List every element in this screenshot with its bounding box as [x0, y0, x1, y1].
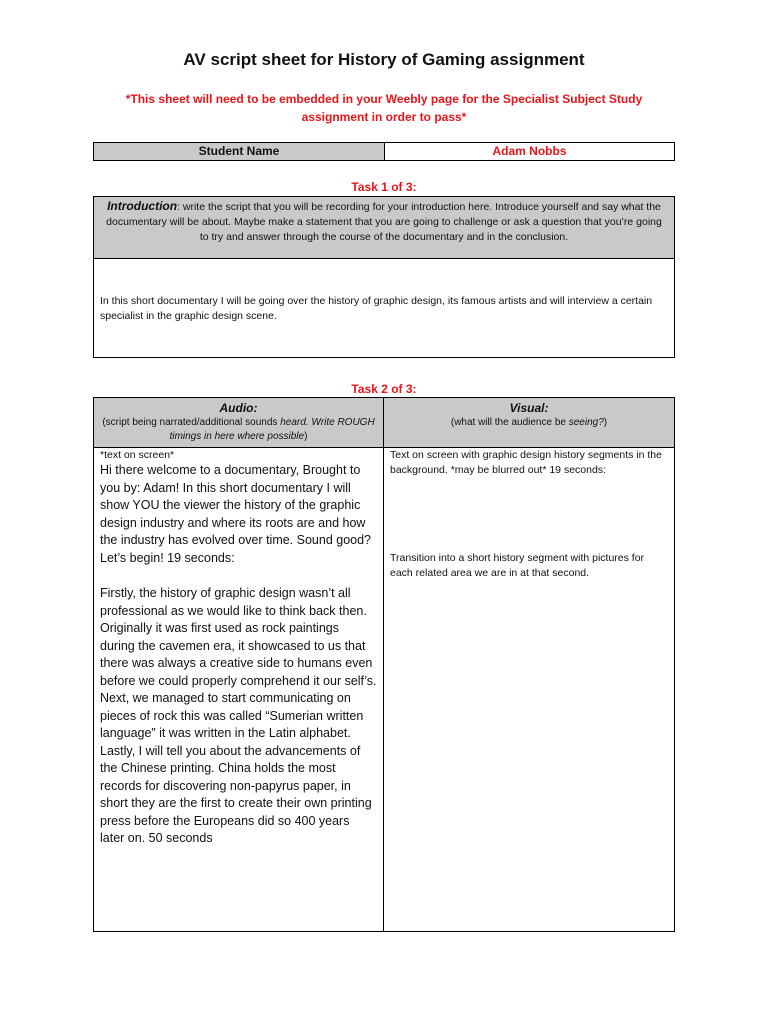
audio-description: (script being narrated/additional sounds heard. Write ROUGH timings in here where possible) [102, 417, 375, 442]
page-title: AV script sheet for History of Gaming assignment [183, 50, 585, 69]
visual-column-header [384, 398, 675, 448]
embed-notice: *This sheet will need to be embedded in your Weebly page for the Specialist Subject Study assignment in order to pass* [125, 92, 643, 124]
audio-note: *text on screen* [100, 449, 175, 461]
student-name-label: Student Name [94, 143, 385, 161]
student-name-table [93, 142, 675, 161]
introduction-instructions: : write the script that you will be recording for your introduction here. Introduce yourself and say what the documentary will be about. Maybe make a statement that you are going to challenge or ask a question that you’re going to try and answer through the course of the documentary and in the conclusion. [106, 201, 662, 243]
visual-script-cell [384, 448, 675, 932]
task1-table [93, 196, 675, 358]
introduction-header [94, 197, 675, 259]
audio-column-header [94, 398, 384, 448]
task2-heading: Task 2 of 3: [351, 382, 417, 396]
audio-title: Audio: [219, 401, 258, 415]
visual-title: Visual: [509, 401, 549, 415]
task2-table [93, 397, 675, 932]
introduction-label: Introduction [107, 199, 178, 213]
audio-paragraph-1: Hi there welcome to a documentary, Brought to you by: Adam! In this short documentary I will show YOU the viewer the history of the graphic design industry and where its roots are and how the industry has evolved over time. Sound good? Let’s begin! 19 seconds: [100, 463, 372, 565]
task1-heading: Task 1 of 3: [351, 180, 417, 194]
audio-paragraph-2: Firstly, the history of graphic design wasn’t all professional as we would like to think back then. Originally it was first used as rock paintings during the cavemen era, it showcased to us that there was always a creative side to humans even before we could properly comprehend it our self’s. Next, we managed to start communicating on pieces of rock this was called “Sumerian written language” it was written in the Latin alphabet. Lastly, I will tell you about the advancements of the Chinese printing. China holds the most records for discovering non-papyrus paper, in short they are the first to create their own printing press before the Europeans did so 400 years later on. 50 seconds [100, 586, 377, 845]
student-name-value: Adam Nobbs [385, 143, 675, 161]
visual-paragraph-2: Transition into a short history segment with pictures for each related area we are in at that second. [390, 552, 645, 579]
visual-paragraph-1: Text on screen with graphic design history segments in the background. *may be blurred out* 19 seconds: [390, 449, 662, 476]
audio-script-cell [94, 448, 384, 932]
introduction-script: In this short documentary I will be going over the history of graphic design, its famous artists and will interview a certain specialist in the graphic design scene. [94, 259, 675, 358]
visual-description: (what will the audience be seeing?) [450, 417, 608, 428]
